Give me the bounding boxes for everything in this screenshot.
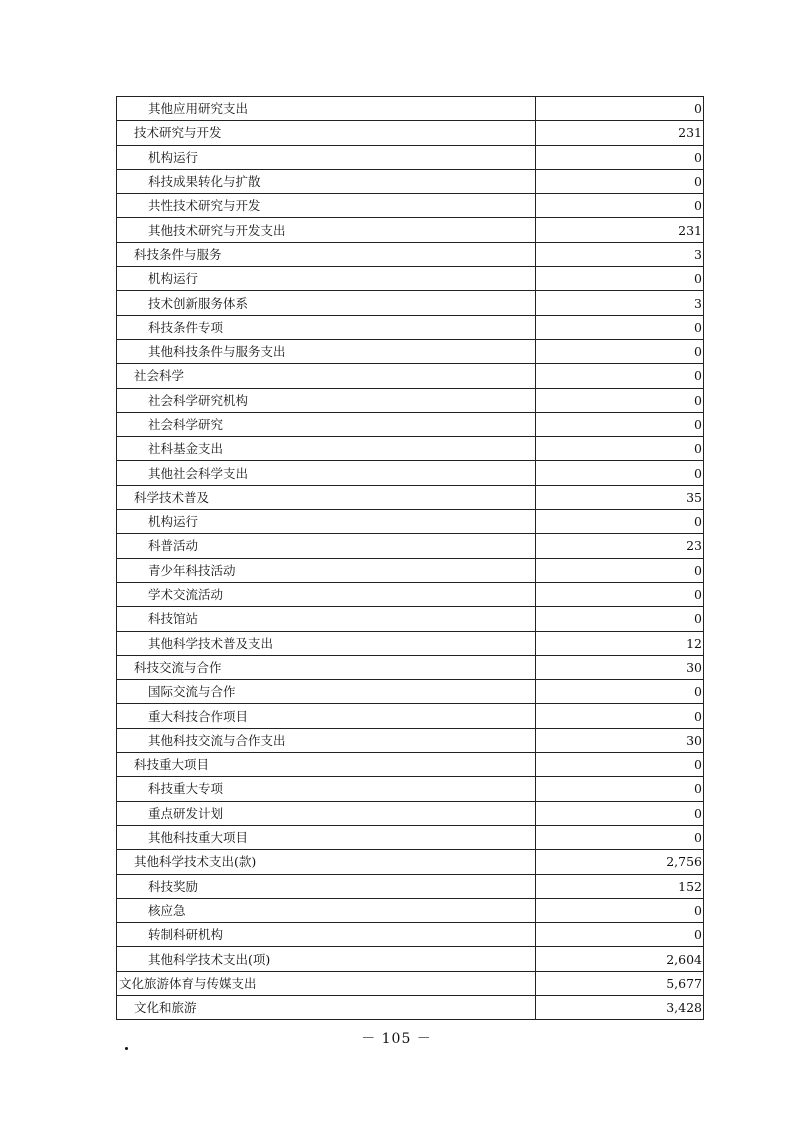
item-name: 其他应用研究支出	[117, 97, 536, 121]
item-name: 转制科研机构	[117, 923, 536, 947]
item-value: 0	[536, 582, 704, 606]
table-row	[117, 680, 704, 704]
item-name: 社会科学	[117, 364, 536, 388]
item-name: 科技条件专项	[117, 315, 536, 339]
item-name: 机构运行	[117, 145, 536, 169]
item-value: 0	[536, 680, 704, 704]
table-row	[117, 655, 704, 679]
table-row	[117, 510, 704, 534]
table-row	[117, 582, 704, 606]
item-name: 其他科技条件与服务支出	[117, 339, 536, 363]
table-row	[117, 753, 704, 777]
table-row	[117, 898, 704, 922]
item-value: 12	[536, 631, 704, 655]
item-name: 机构运行	[117, 510, 536, 534]
item-value: 0	[536, 558, 704, 582]
table-row	[117, 825, 704, 849]
item-name: 文化旅游体育与传媒支出	[117, 971, 536, 995]
item-value: 0	[536, 315, 704, 339]
item-name: 社科基金支出	[117, 437, 536, 461]
item-value: 3,428	[536, 995, 704, 1019]
page-number: － 105 －	[361, 1031, 432, 1047]
table-row	[117, 218, 704, 242]
item-value: 0	[536, 801, 704, 825]
item-name: 其他科学技术支出(项)	[117, 947, 536, 971]
item-value: 3	[536, 291, 704, 315]
item-name: 国际交流与合作	[117, 680, 536, 704]
item-name: 其他科学技术普及支出	[117, 631, 536, 655]
dot-mark	[125, 1047, 128, 1050]
item-name: 重点研发计划	[117, 801, 536, 825]
table-row	[117, 169, 704, 193]
item-name: 重大科技合作项目	[117, 704, 536, 728]
item-name: 核应急	[117, 898, 536, 922]
item-value: 0	[536, 607, 704, 631]
item-name: 科技奖励	[117, 874, 536, 898]
table-row	[117, 291, 704, 315]
item-name: 其他科技交流与合作支出	[117, 728, 536, 752]
item-value: 0	[536, 97, 704, 121]
item-value: 30	[536, 655, 704, 679]
table-row	[117, 704, 704, 728]
item-value: 0	[536, 825, 704, 849]
item-value: 231	[536, 218, 704, 242]
item-name: 科技交流与合作	[117, 655, 536, 679]
item-name: 其他科学技术支出(款)	[117, 850, 536, 874]
item-value: 0	[536, 339, 704, 363]
table-row	[117, 874, 704, 898]
item-name: 科技重大项目	[117, 753, 536, 777]
item-value: 0	[536, 169, 704, 193]
item-value: 152	[536, 874, 704, 898]
item-value: 0	[536, 388, 704, 412]
item-name: 科技馆站	[117, 607, 536, 631]
table-row	[117, 194, 704, 218]
item-value: 0	[536, 194, 704, 218]
table-row	[117, 364, 704, 388]
item-name: 科技条件与服务	[117, 242, 536, 266]
table-row	[117, 534, 704, 558]
item-name: 社会科学研究	[117, 412, 536, 436]
table-body	[117, 97, 704, 1020]
table-row	[117, 971, 704, 995]
item-value: 5,677	[536, 971, 704, 995]
table-row	[117, 267, 704, 291]
table-row	[117, 947, 704, 971]
item-value: 0	[536, 704, 704, 728]
table-row	[117, 315, 704, 339]
table-row	[117, 728, 704, 752]
table-row	[117, 412, 704, 436]
item-name: 科普活动	[117, 534, 536, 558]
item-name: 技术研究与开发	[117, 121, 536, 145]
table-row	[117, 437, 704, 461]
item-value: 2,756	[536, 850, 704, 874]
item-name: 科技成果转化与扩散	[117, 169, 536, 193]
table-row	[117, 461, 704, 485]
item-value: 0	[536, 267, 704, 291]
item-value: 0	[536, 461, 704, 485]
table-row	[117, 121, 704, 145]
item-value: 0	[536, 145, 704, 169]
table-row	[117, 801, 704, 825]
item-value: 0	[536, 437, 704, 461]
item-value: 231	[536, 121, 704, 145]
item-value: 0	[536, 898, 704, 922]
table-row	[117, 388, 704, 412]
item-value: 23	[536, 534, 704, 558]
item-value: 30	[536, 728, 704, 752]
item-name: 文化和旅游	[117, 995, 536, 1019]
item-value: 0	[536, 923, 704, 947]
item-value: 0	[536, 510, 704, 534]
table-row	[117, 97, 704, 121]
table-row	[117, 995, 704, 1019]
item-name: 机构运行	[117, 267, 536, 291]
table-row	[117, 777, 704, 801]
item-name: 社会科学研究机构	[117, 388, 536, 412]
item-value: 0	[536, 753, 704, 777]
item-value: 0	[536, 364, 704, 388]
item-name: 学术交流活动	[117, 582, 536, 606]
item-name: 科学技术普及	[117, 485, 536, 509]
table-row	[117, 558, 704, 582]
item-name: 其他科技重大项目	[117, 825, 536, 849]
expenditure-table	[116, 96, 704, 1020]
item-name: 其他社会科学支出	[117, 461, 536, 485]
item-name: 共性技术研究与开发	[117, 194, 536, 218]
item-name: 青少年科技活动	[117, 558, 536, 582]
item-value: 35	[536, 485, 704, 509]
item-name: 科技重大专项	[117, 777, 536, 801]
table-row	[117, 850, 704, 874]
table-row	[117, 339, 704, 363]
table-row	[117, 631, 704, 655]
item-value: 2,604	[536, 947, 704, 971]
item-value: 0	[536, 777, 704, 801]
table-row	[117, 242, 704, 266]
item-name: 其他技术研究与开发支出	[117, 218, 536, 242]
table-row	[117, 923, 704, 947]
table-row	[117, 607, 704, 631]
table-row	[117, 485, 704, 509]
item-name: 技术创新服务体系	[117, 291, 536, 315]
item-value: 0	[536, 412, 704, 436]
item-value: 3	[536, 242, 704, 266]
table-row	[117, 145, 704, 169]
